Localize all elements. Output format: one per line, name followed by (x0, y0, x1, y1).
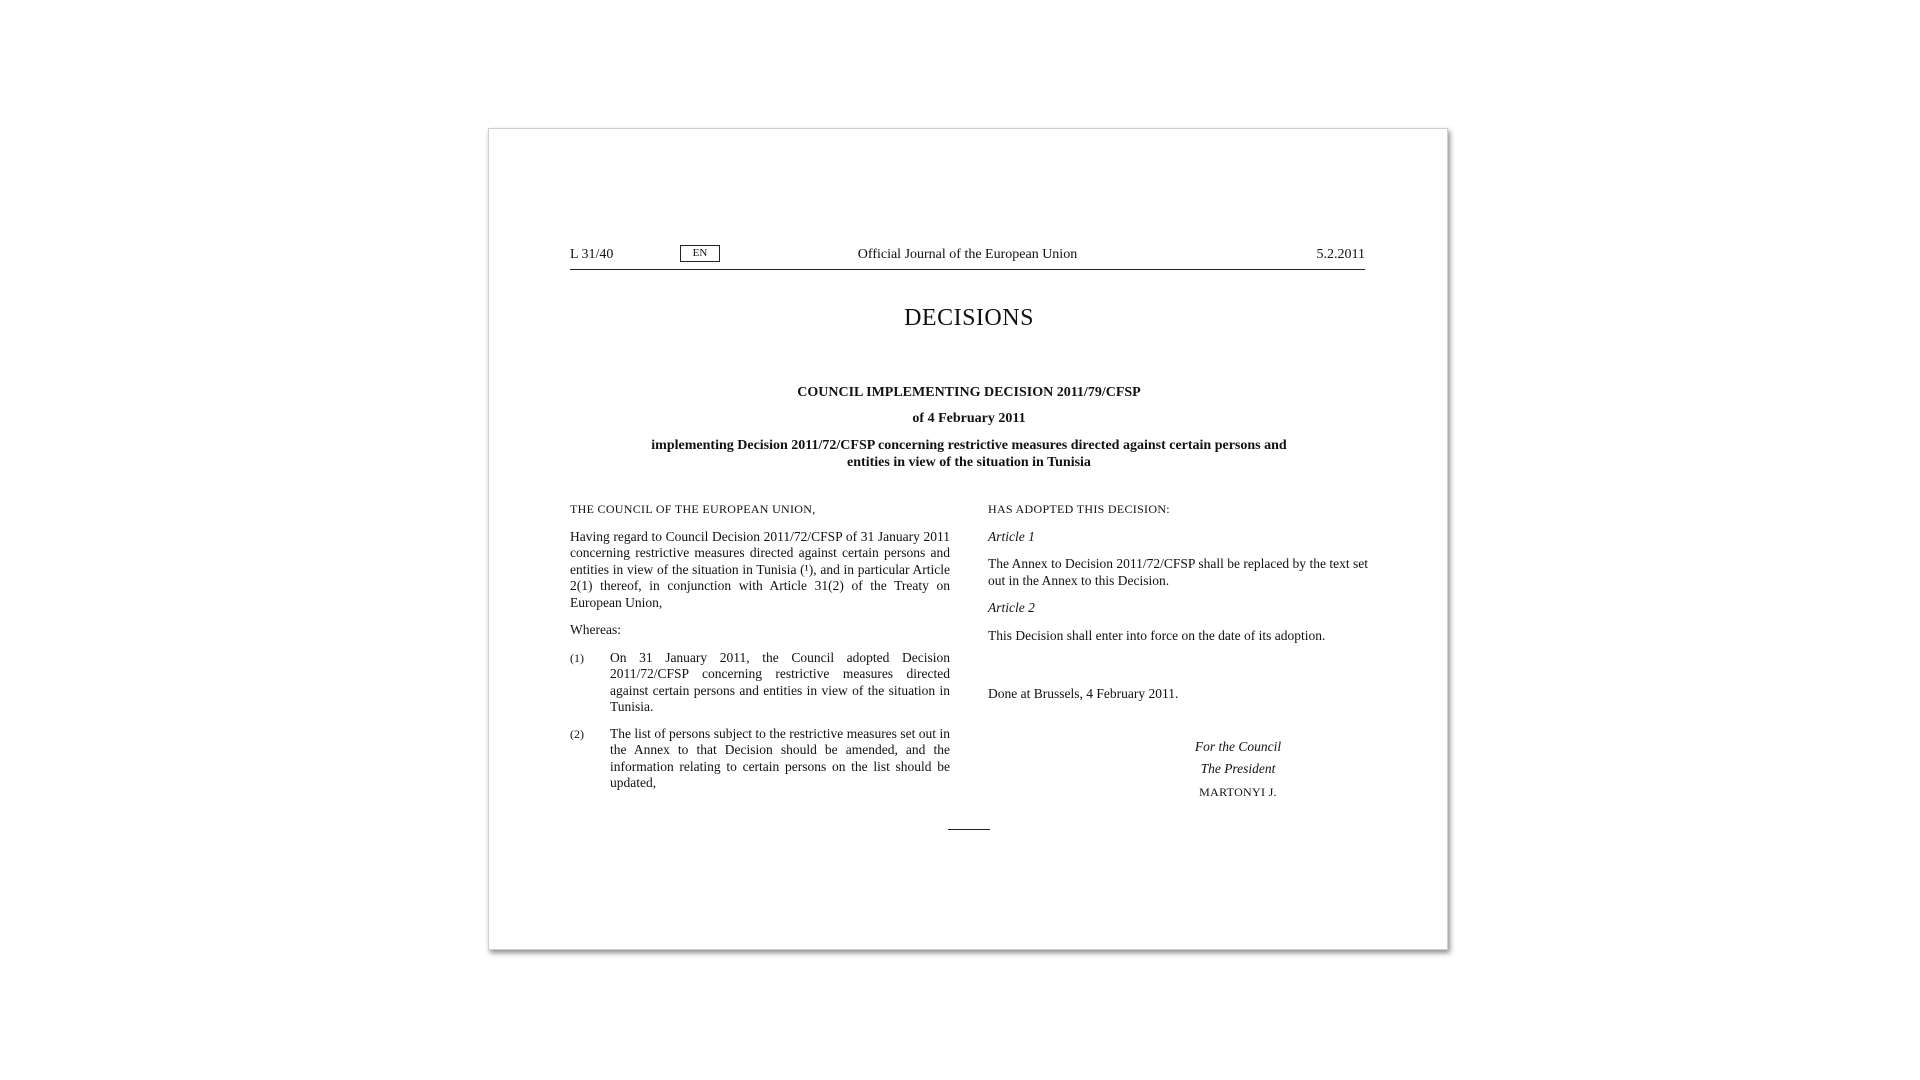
signature-for-line: For the Council (1194, 738, 1282, 754)
done-at-line: Done at Brussels, 4 February 2011. (988, 686, 1179, 701)
having-regard-paragraph: Having regard to Council Decision 2011/72/CFSP of 31 January 2011 concerning restrictive measures directed against certain persons and entities in view of the situation in Tunisia (¹), and in particular Article 2(1) thereof, in conjunction with Article 31(2) of the Treaty on European Union, (570, 528, 950, 610)
right-column (988, 501, 1368, 806)
decision-date: of 4 February 2011 (912, 411, 1026, 426)
article-2-heading: Article 2 (988, 600, 1035, 615)
left-column (570, 501, 950, 802)
decision-title: COUNCIL IMPLEMENTING DECISION 2011/79/CFSP (797, 385, 1141, 400)
decision-subject: implementing Decision 2011/72/CFSP concerning restrictive measures directed against certain persons and entities in view of the situation in Tunisia (651, 438, 1287, 470)
page-reference: L 31/40 (570, 247, 614, 262)
recital-text: The list of persons subject to the restrictive measures set out in the Annex to that Decision should be amended, and the information relating to certain persons on the list should be updated, (610, 725, 950, 790)
journal-header (570, 245, 1365, 270)
section-title: DECISIONS (904, 305, 1034, 331)
recital-item (570, 726, 950, 792)
signature-block (1138, 739, 1338, 801)
signature-role: The President (1200, 761, 1276, 776)
article-1-text: The Annex to Decision 2011/72/CFSP shall be replaced by the text set out in the Annex to this Decision. (988, 556, 1368, 588)
publication-date: 5.2.2011 (1316, 247, 1365, 262)
preamble-heading: THE COUNCIL OF THE EUROPEAN UNION, (570, 502, 816, 516)
whereas-label: Whereas: (570, 622, 621, 637)
article-2-text: This Decision shall enter into force on the date of its adoption. (988, 627, 1326, 643)
document-page (488, 128, 1448, 950)
adopted-heading: HAS ADOPTED THIS DECISION: (988, 502, 1170, 516)
journal-title: Official Journal of the European Union (857, 247, 1078, 262)
end-divider (948, 829, 990, 830)
recital-number: (1) (570, 650, 584, 665)
article-1-heading: Article 1 (988, 528, 1035, 544)
recital-text: On 31 January 2011, the Council adopted Decision 2011/72/CFSP concerning restrictive measures directed against certain persons and entities in view of the situation in Tunisia. (610, 649, 950, 714)
recital-number: (2) (570, 726, 584, 741)
signature-name: MARTONYI J. (1199, 784, 1277, 799)
recital-item (570, 650, 950, 716)
language-badge: EN (680, 245, 720, 262)
